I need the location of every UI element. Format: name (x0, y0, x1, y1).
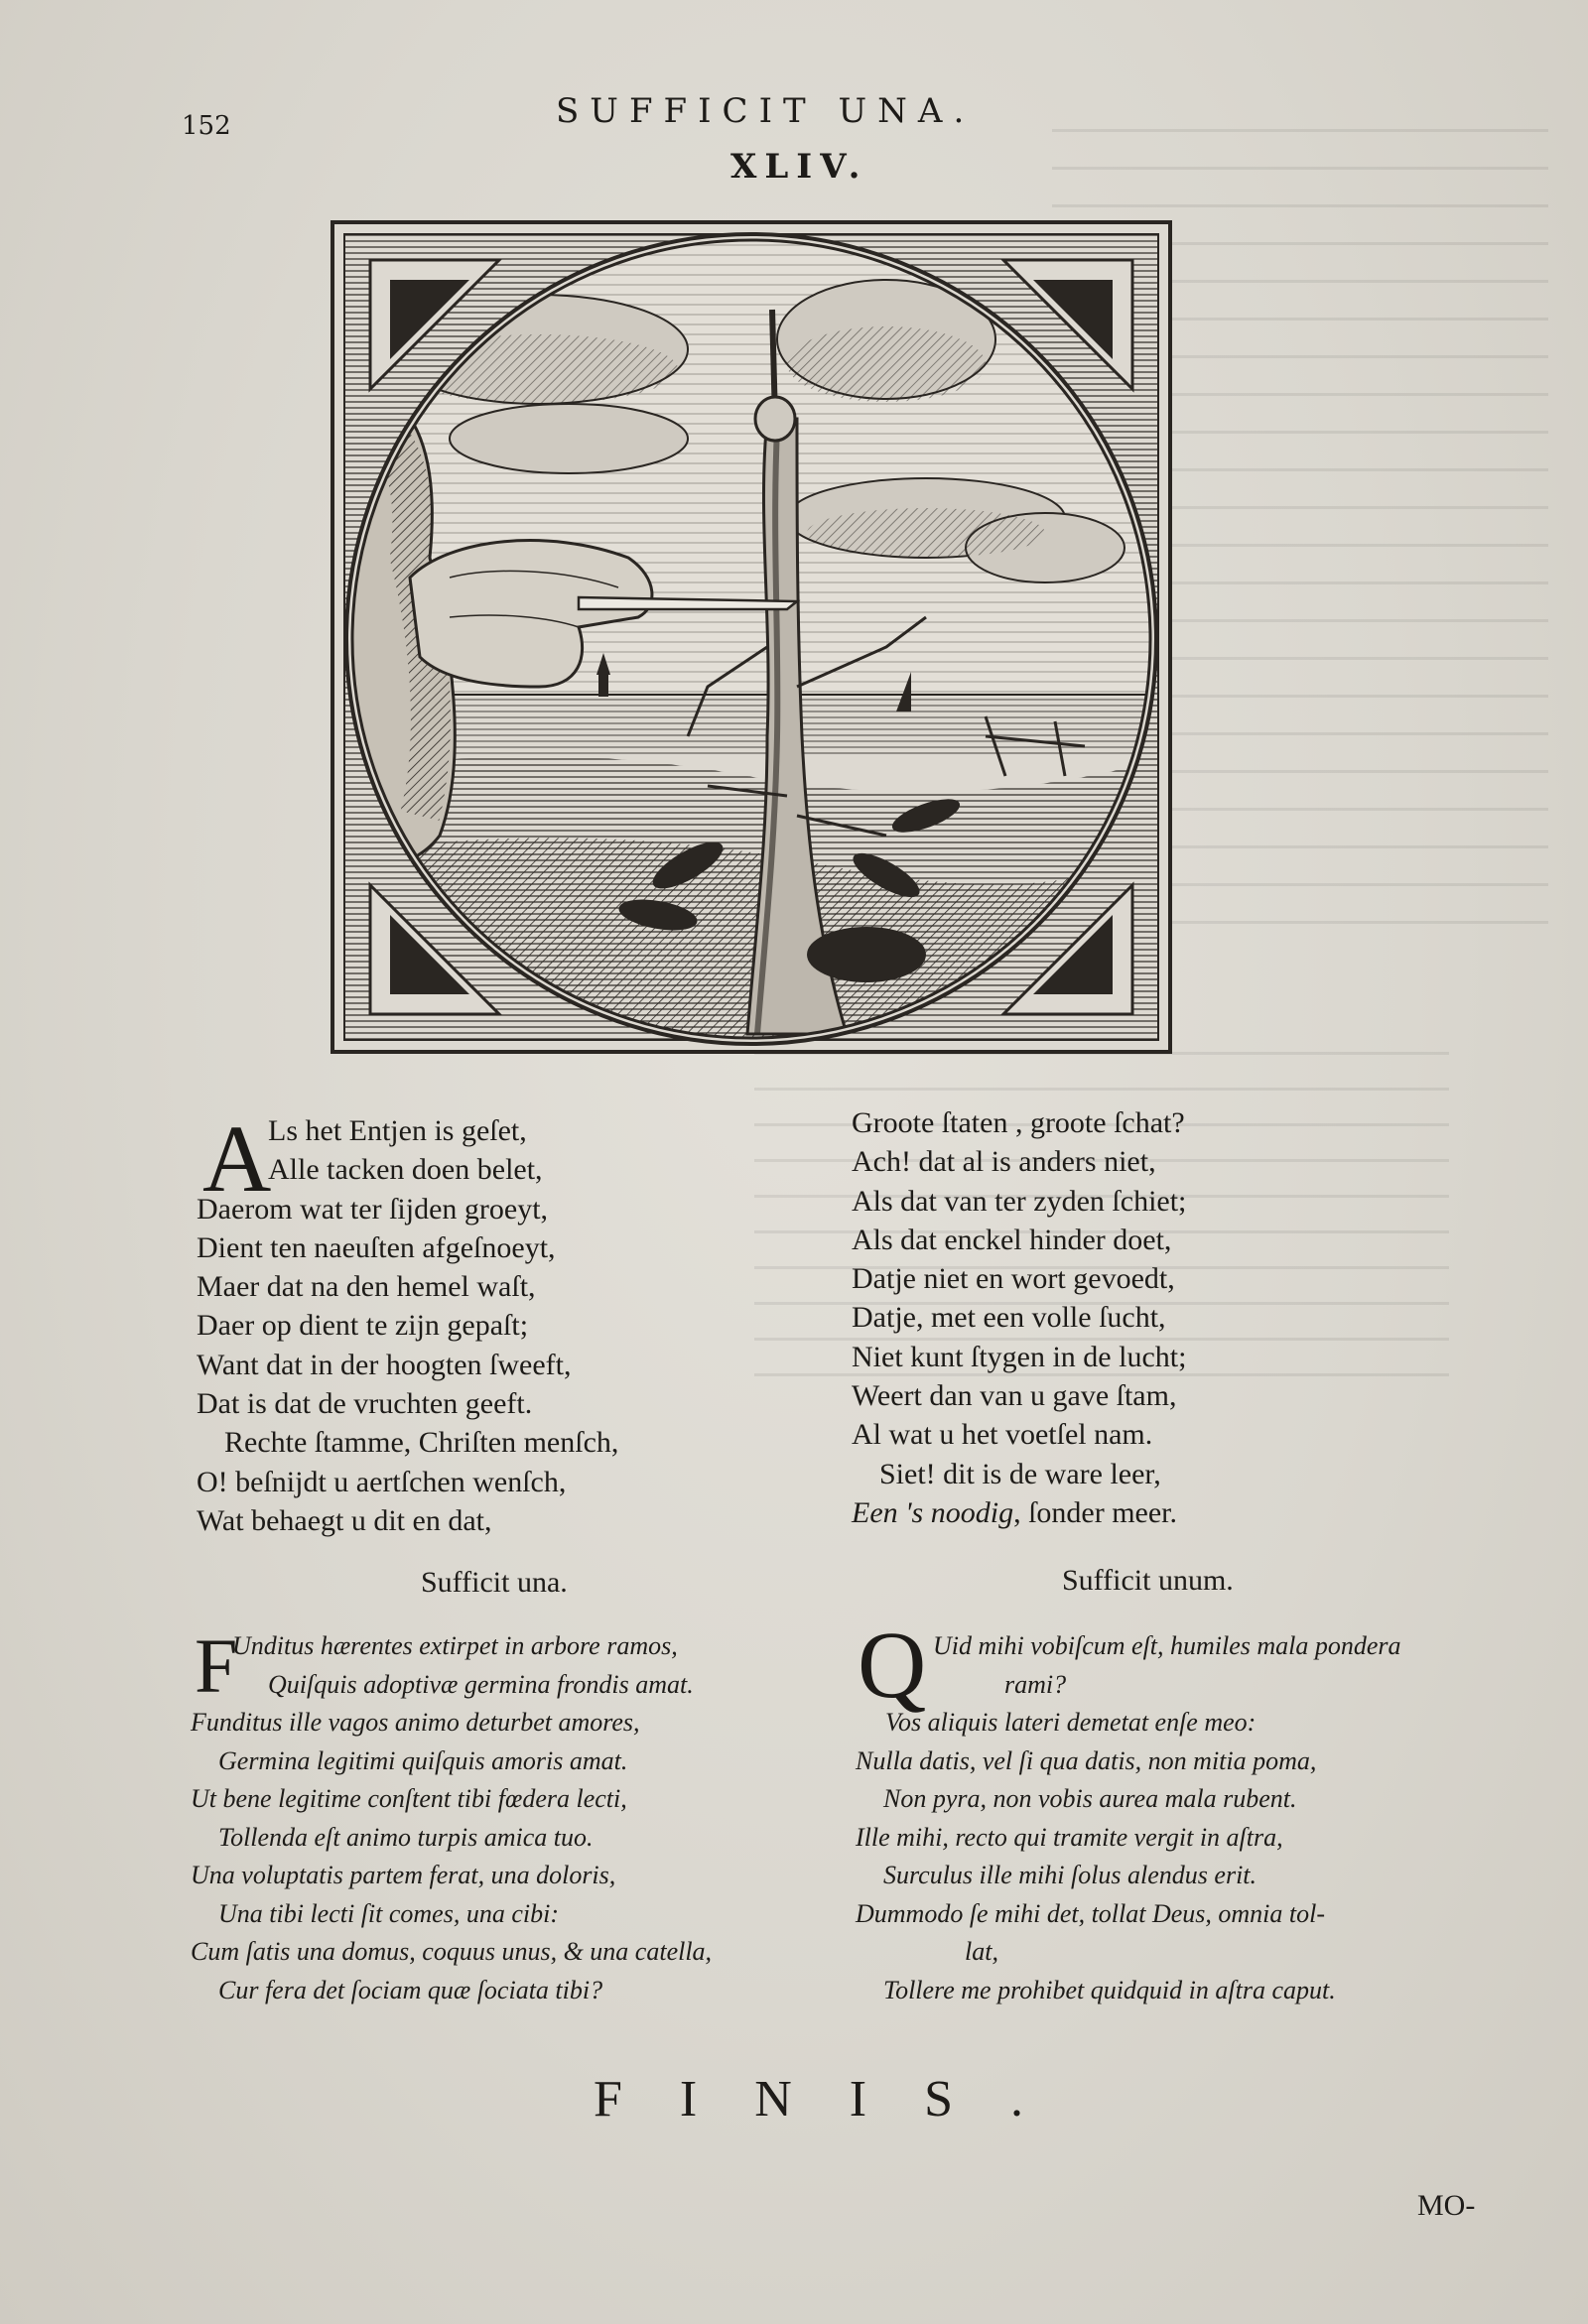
poem-line: Datje niet en wort gevoedt, (852, 1262, 1175, 1296)
catchword: MO- (1417, 2189, 1476, 2222)
finis-heading: FINIS. (594, 2071, 1082, 2128)
latin-line: Cur fera det ſociam quæ ſociata tibi? (218, 1975, 603, 2004)
poem-line: Al wat u het voetſel nam. (852, 1418, 1153, 1452)
latin-line: lat, (965, 1937, 998, 1966)
latin-line: Germina legitimi quiſquis amoris amat. (218, 1745, 628, 1775)
dutch-poem-left-column (268, 1111, 543, 1190)
latin-line: Surculus ille mihi ſolus alendus erit. (883, 1861, 1257, 1889)
latin-line: Cum ſatis una domus, coquus unus, & una catella, (191, 1937, 713, 1966)
latin-line: Dummodo ſe mihi det, tollat Deus, omnia tol- (856, 1898, 1326, 1928)
dutch-poem-left-column-continued (197, 1190, 618, 1541)
poem-line: Want dat in der hoogten ſweeft, (197, 1348, 572, 1381)
drop-cap-f: F (195, 1622, 238, 1709)
poem-line: Ach! dat al is anders niet, (852, 1145, 1156, 1179)
poem-line: Dat is dat de vruchten geeft. (197, 1387, 533, 1421)
poem-line: Rechte ſtamme, Chriſten menſch, (224, 1426, 619, 1460)
poem-line: Daerom wat ter ſijden groeyt, (197, 1192, 549, 1226)
poem-line: Niet kunt ſtygen in de lucht; (852, 1340, 1187, 1373)
latin-line: Una voluptatis partem ferat, una doloris, (191, 1861, 616, 1889)
poem-last-line-rest: , ſonder meer. (1013, 1495, 1178, 1529)
latin-poem-right (856, 1627, 1401, 2009)
latin-line: Funditus ille vagos animo deturbet amores, (191, 1708, 640, 1737)
latin-poem-left (191, 1622, 713, 2009)
latin-line: Ille mihi, recto qui tramite vergit in aſtra, (856, 1822, 1283, 1852)
latin-line: rami? (1004, 1669, 1067, 1699)
drop-cap-a: A (202, 1105, 272, 1212)
latin-line: Tollenda eſt animo turpis amica tuo. (218, 1822, 594, 1852)
dutch-poem-right-column (852, 1103, 1186, 1532)
poem-line: Dient ten naeuſten afgeſnoeyt, (197, 1230, 556, 1264)
engraving-hand-grafting-tree-icon (331, 220, 1172, 1054)
latin-line: Uid mihi vobiſcum eſt, humiles mala pondera (933, 1631, 1401, 1660)
page-number: 152 (182, 111, 231, 141)
poem-line: Alle tacken doen belet, (268, 1153, 543, 1187)
poem-line: Daer op dient te zijn gepaſt; (197, 1309, 529, 1343)
poem-line: Datje, met een volle ſucht, (852, 1301, 1166, 1335)
latin-line: Unditus hærentes extirpet in arbore ramos, (232, 1631, 678, 1660)
latin-line: Non pyra, non vobis aurea mala rubent. (883, 1784, 1297, 1813)
poem-line: Wat behaegt u dit en dat, (197, 1503, 492, 1537)
drop-cap-q: Q (858, 1612, 927, 1718)
poem-last-line (852, 1493, 1186, 1532)
poem-emphasis: Een 's noodig (852, 1495, 1014, 1529)
poem-line: Siet! dit is de ware leer, (879, 1457, 1161, 1490)
latin-line: Nulla datis, vel ſi qua datis, non mitia poma, (856, 1745, 1317, 1775)
caption-sufficit-unum: Sufficit unum. (1062, 1564, 1234, 1597)
running-title: SUFFICIT UNA. (556, 91, 976, 131)
latin-line: Una tibi lecti ſit comes, una cibi: (218, 1898, 559, 1928)
poem-line: Als dat van ter zyden ſchiet; (852, 1184, 1187, 1218)
poem-line: Maer dat na den hemel waſt, (197, 1270, 536, 1304)
poem-line: O! beſnijdt u aertſchen wenſch, (197, 1465, 567, 1498)
poem-line: Als dat enckel hinder doet, (852, 1223, 1172, 1256)
emblem-number: XLIV. (730, 147, 868, 187)
latin-line: Quiſquis adoptivæ germina frondis amat. (268, 1669, 694, 1699)
latin-line: Ut bene legitime conſtent tibi fœdera lecti, (191, 1784, 627, 1813)
poem-line: Groote ſtaten , groote ſchat? (852, 1106, 1185, 1139)
poem-line: Weert dan van u gave ſtam, (852, 1379, 1177, 1413)
latin-line: Tollere me prohibet quidquid in aſtra caput. (883, 1975, 1336, 2004)
latin-line: Vos aliquis lateri demetat enſe meo: (885, 1708, 1257, 1737)
poem-line: Ls het Entjen is geſet, (268, 1114, 527, 1147)
caption-sufficit-una: Sufficit una. (421, 1566, 568, 1599)
